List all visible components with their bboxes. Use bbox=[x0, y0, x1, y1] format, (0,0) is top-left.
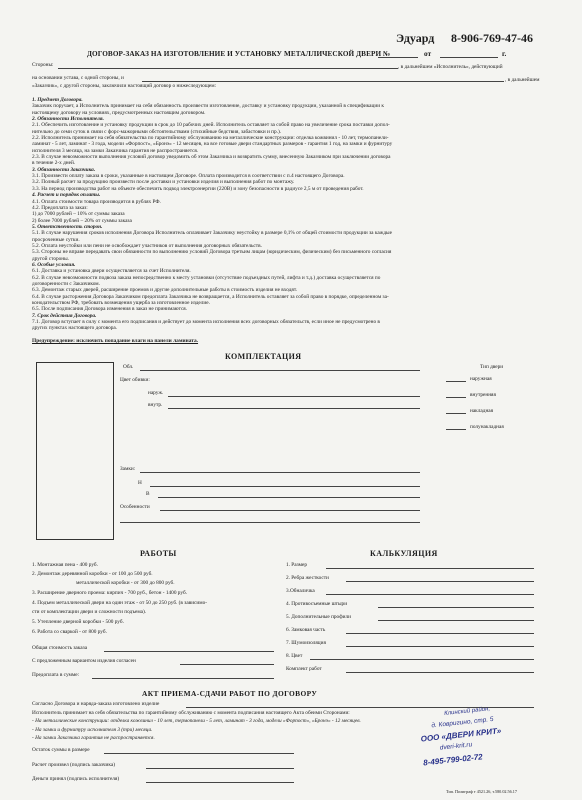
calc-item-1: 1. Размер bbox=[286, 562, 307, 568]
clause-text: 7.1. Договор вступает в силу с момента его подписания и действует до момента исполнения всех договорных обязательств, если иное не предусмотрено в bbox=[32, 319, 380, 326]
clause-text: нительно до семи суток в связи с форс-мажорными обстоятельствами (стихийные бедствия, забастовки и пр.). bbox=[32, 128, 282, 135]
clause-text: 5.2. Оплата неустойки или пени не освобождает участников от выполнения договорных обязательств. bbox=[32, 242, 262, 249]
clause-heading: 7. Срок действия Договора. bbox=[32, 312, 97, 319]
door-type-inner: внутренняя bbox=[470, 392, 496, 398]
work-item-6: 6. Работа со сваркой - от 800 руб. bbox=[32, 629, 107, 635]
clause-heading: 3. Обязанности Заказчика. bbox=[32, 166, 96, 173]
kit-field-inner: внутр. bbox=[148, 402, 163, 408]
clause-text: 1) до 7000 рублей – 10% от суммы заказа bbox=[32, 211, 125, 218]
calc-item-8: 8. Цвет bbox=[286, 653, 303, 659]
clause-text: 5.1. В случае нарушения сроков исполнения Договора Исполнитель оплачивает Заказчику неустойку в размере 0,1% от общей стоимости продукции за каждые bbox=[32, 230, 392, 237]
door-type-halfoverlay: полунакладная bbox=[470, 424, 504, 430]
act-remainder-label: Остаток суммы в размере bbox=[32, 747, 90, 753]
kit-locks-field[interactable] bbox=[140, 472, 420, 473]
contract-title: ДОГОВОР-ЗАКАЗ НА ИЗГОТОВЛЕНИЕ И УСТАНОВКУ МЕТАЛЛИЧЕСКОЙ ДВЕРИ № bbox=[87, 50, 391, 58]
calc-field-9[interactable] bbox=[346, 672, 534, 673]
calc-field-2[interactable] bbox=[346, 581, 534, 582]
calc-field-7[interactable] bbox=[346, 646, 534, 647]
kit-lock-v-field[interactable] bbox=[158, 497, 420, 498]
kit-outer-color-field[interactable] bbox=[168, 396, 420, 397]
basis-line: на основании устава, с одной стороны, и bbox=[32, 75, 124, 81]
act-line-4: - На замки и фурнитуру исполнителя 3 (три) месяца. bbox=[32, 727, 153, 733]
calc-field-3[interactable] bbox=[326, 594, 534, 595]
door-sketch-box[interactable] bbox=[36, 362, 114, 540]
clause-heading: 1. Предмет Договора. bbox=[32, 97, 83, 103]
executor-name-field[interactable] bbox=[58, 68, 398, 69]
kit-field-color: Цвет обивки: bbox=[120, 377, 150, 383]
works-total-field[interactable] bbox=[104, 651, 274, 652]
kit-inner-color-field[interactable] bbox=[168, 408, 420, 409]
contract-year-suffix: г. bbox=[502, 50, 507, 58]
kit-title: КОМПЛЕКТАЦИЯ bbox=[225, 352, 302, 361]
door-type-overlay-check[interactable] bbox=[446, 413, 466, 414]
works-prepay-field[interactable] bbox=[92, 678, 274, 679]
clause-text: 4.2. Предоплата за заказ: bbox=[32, 204, 88, 211]
works-title: РАБОТЫ bbox=[140, 549, 177, 558]
door-type-overlay: накладная bbox=[470, 408, 494, 414]
door-type-outer-check[interactable] bbox=[446, 381, 466, 382]
door-type-label: Тип двери bbox=[480, 364, 504, 370]
kit-lock-n-field[interactable] bbox=[150, 486, 420, 487]
work-item-2b: металлической коробки - от 300 до 800 руб. bbox=[76, 580, 175, 586]
act-line-2: Исполнитель принимает на себя обязательства по гарантийному обслуживанию с момента подписания настоящего Акта обеими Сторонами: bbox=[32, 710, 350, 716]
calc-item-9: Комплект работ bbox=[286, 666, 322, 672]
act-money-signature[interactable] bbox=[146, 782, 294, 783]
calc-field-1[interactable] bbox=[326, 568, 534, 569]
work-item-5: 5. Утепление дверной коробки - 500 руб. bbox=[32, 619, 124, 625]
clause-text: исполнителя 3 месяца, на замки Заказчика гарантия не распространяется. bbox=[32, 147, 199, 154]
customer-name-field[interactable] bbox=[142, 81, 504, 82]
clause-text: 6.5. После подписания Договора изменения в заказ не принимаются. bbox=[32, 306, 188, 313]
calc-field-6[interactable] bbox=[346, 633, 534, 634]
contract-date-field[interactable] bbox=[440, 57, 498, 58]
clause-text: 6.2. В случае невозможности подвоза заказа непосредственно к месту установки (отсутствие подъездных путей, лифта и т.д.) доставка осуществляется по bbox=[32, 274, 381, 281]
clause-text: другой стороны. bbox=[32, 255, 70, 262]
act-line-1: Согласно Договора и наряда-заказа изготовлено изделие bbox=[32, 701, 160, 707]
calc-item-2: 2. Ребра жесткости bbox=[286, 575, 329, 581]
kit-field-outer: наруж. bbox=[148, 390, 164, 396]
calc-field-4[interactable] bbox=[378, 607, 534, 608]
clause-text: 2) более 7000 рублей – 20% от суммы заказа bbox=[32, 217, 132, 224]
kit-obl-field[interactable] bbox=[140, 370, 420, 371]
clause-text: ламинат - 5 лет, ламинат - 3 года, модели «Форпост», «Бронэ» - 12 месяцев, на все готовые двери стандартных размеров - гарантия 1 год, на замки и фурнитуру bbox=[32, 141, 393, 148]
basis-end: , в дальнейшем bbox=[505, 77, 540, 83]
clause-text: Заказчик поручает, а Исполнитель принимает на себя обязанность произвести изготовление, доставку и установку продукции, указанной в спецификации к bbox=[32, 103, 384, 110]
calc-field-8[interactable] bbox=[310, 659, 534, 660]
clause-heading: 2. Обязанности Исполнителя. bbox=[32, 116, 104, 123]
kit-features-field[interactable] bbox=[160, 510, 420, 511]
clause-text: 6.4. В случае расторжения Договора Заказчиком предоплата Заказчика не возвращается, а Исполнитель оставляет за собой право в порядке, определенном за- bbox=[32, 293, 389, 300]
stamp-line-3: ООО «ДВЕРИ КРИТ» bbox=[420, 726, 502, 744]
work-item-4: 4. Подъем металлической двери на один этаж - от 50 до 250 руб. (в зависимо- bbox=[32, 600, 207, 606]
kit-field-lock-n: Н bbox=[138, 480, 142, 486]
kit-field-features: Особенности bbox=[120, 504, 150, 510]
calc-item-6: 6. Замковая часть bbox=[286, 627, 326, 633]
header-phone: 8-906-769-47-46 bbox=[451, 31, 533, 45]
calc-item-3: 3.Обналичка bbox=[286, 588, 315, 594]
customer-line: «Заказчик», с другой стороны, заключили настоящий договор о нижеследующем: bbox=[32, 83, 217, 89]
kit-field-obl: Обл. bbox=[123, 364, 134, 370]
kit-field-locks: Замки: bbox=[120, 466, 136, 472]
calc-title: КАЛЬКУЛЯЦИЯ bbox=[370, 549, 438, 558]
clause-heading: 6. Особые условия. bbox=[32, 261, 76, 268]
stamp-line-2: д. Ковригино, стр. 5 bbox=[431, 715, 494, 730]
act-title: АКТ ПРИЕМА-СДАЧИ РАБОТ ПО ДОГОВОРУ bbox=[142, 689, 318, 698]
company-stamp bbox=[396, 700, 554, 795]
act-money-label: Деньги принял (подпись исполнителя) bbox=[32, 776, 120, 782]
clause-text: других пунктах настоящего договора. bbox=[32, 325, 118, 332]
parties-label: Стороны: bbox=[32, 62, 54, 68]
clause-text: 2.3. В случае невозможности выполнения условий договор уведомить об этом Заказчика и возвратить сумму, внесенную Заказчиком при заключении договора bbox=[32, 154, 391, 161]
clause-text: 6.1. Доставка и установка двери осуществляется за счет Исполнителя. bbox=[32, 268, 191, 275]
stamp-line-4: dveri-krit.ru bbox=[439, 741, 473, 752]
clause-text: 3.3. На период производства работ на объекте обеспечить подвод электроэнергии (220В) и зону безопасности в радиусе 2,5 м от проведения работ. bbox=[32, 185, 364, 192]
clause-text: 5.3. Стороны не вправе передавать свои обязанности по выполнению условий Договора третьим лицам (юридическим, физическим) без письменного согласия bbox=[32, 249, 392, 256]
act-calc-label: Расчет произвел (подпись заказчика) bbox=[32, 762, 115, 768]
work-item-3: 3. Расширение дверного проема: кирпич - 700 руб., бетон - 1400 руб. bbox=[32, 590, 187, 596]
clause-text: договоренности с Заказчиком. bbox=[32, 280, 100, 287]
footer-print-info: Тип. Полиграф т 4521.26, т.580.02.56.17 bbox=[446, 789, 517, 794]
act-line-5: - На замки Заказчика гарантия не распространяется. bbox=[32, 735, 155, 741]
works-agree-field[interactable] bbox=[180, 664, 274, 665]
clause-text: 2.2. Исполнитель принимает на себя обязательства по гарантийному обслуживанию на металлические конструкции: отделка кожвинил - 10 лет, термопанели- bbox=[32, 135, 389, 142]
door-type-outer: наружная bbox=[470, 376, 492, 382]
door-type-halfoverlay-check[interactable] bbox=[446, 429, 466, 430]
contract-clauses bbox=[32, 97, 552, 332]
clause-heading: 5. Ответственность сторон. bbox=[32, 223, 103, 230]
clause-text: 2.1. Обеспечить изготовление и установку продукции в срок до 10 рабочих дней. Исполнитель оставляет за собой право на увеличение срока поставки допол- bbox=[32, 122, 390, 129]
executor-line: , в дальнейшем «Исполнитель», действующий bbox=[398, 64, 503, 70]
door-type-inner-check[interactable] bbox=[446, 397, 466, 398]
calc-item-7: 7. Шумоизоляция bbox=[286, 640, 326, 646]
contract-number-field[interactable] bbox=[378, 57, 418, 58]
stamp-line-1: Клинский район, bbox=[443, 706, 491, 718]
calc-item-5: 5. Дополнительные профили bbox=[286, 614, 351, 620]
work-item-4b: сти от комплектации двери и сложности подъема). bbox=[32, 609, 147, 615]
clause-heading: 4. Расчет и порядок оплаты. bbox=[32, 192, 101, 199]
contract-from: от bbox=[424, 50, 432, 58]
work-item-1: 1. Монтажная пена - 400 руб. bbox=[32, 562, 98, 568]
kit-features-field-2[interactable] bbox=[120, 522, 420, 523]
clause-text: просроченные сутки. bbox=[32, 236, 80, 243]
stamp-line-5: 8-495-799-02-72 bbox=[422, 752, 484, 768]
works-agree-label: С предложенным вариантом изделия согласен bbox=[32, 658, 136, 664]
act-line-3: - На металлические конструкции: отделка кожвинил - 10 лет, термопанели - 5 лет, ламинат - 3 года, модели «Форпост», «Бронэ» - 12 месяцев. bbox=[32, 718, 361, 724]
work-item-2: 2. Демонтаж деревянной коробки - от 100 до 500 руб. bbox=[32, 571, 153, 577]
header-name: Эдуард bbox=[396, 31, 435, 45]
clause-text: 3.2. Полный расчет за продукцию произвести после доставки и установки изделия и выполнения работ по монтажу. bbox=[32, 179, 295, 186]
clause-text: 4.1. Оплата стоимости товара производится в рублях РФ. bbox=[32, 198, 161, 205]
clause-text: в течение 2-х дней. bbox=[32, 160, 76, 167]
clause-text: 3.1. Произвести оплату заказа в сроки, указанные в настоящем Договоре. Оплата производится в соответствии с п.4 настоящего Договора. bbox=[32, 173, 345, 180]
act-calc-signature[interactable] bbox=[146, 768, 294, 769]
calc-field-5[interactable] bbox=[378, 620, 534, 621]
clause-text: настоящему договору на условиях, предусмотренных настоящим договором. bbox=[32, 109, 206, 116]
works-prepay-label: Предоплата в сумме: bbox=[32, 672, 80, 678]
act-remainder-field[interactable] bbox=[104, 753, 294, 754]
kit-field-lock-v: В bbox=[146, 491, 150, 497]
works-total-label: Общая стоимость заказа bbox=[32, 645, 88, 651]
clause-text: 6.3. Демонтаж старых дверей, расширение проемов и другие дополнительные работы в стоимость изделия не входят. bbox=[32, 287, 298, 294]
warning-text: Предупреждение: исключить попадание влаги на панели ламината. bbox=[32, 338, 199, 344]
clause-text: конодательством РФ, требовать возмещения ущерба за изготовленное изделие. bbox=[32, 300, 210, 306]
calc-item-4: 4. Противосъемные штыри bbox=[286, 601, 348, 607]
